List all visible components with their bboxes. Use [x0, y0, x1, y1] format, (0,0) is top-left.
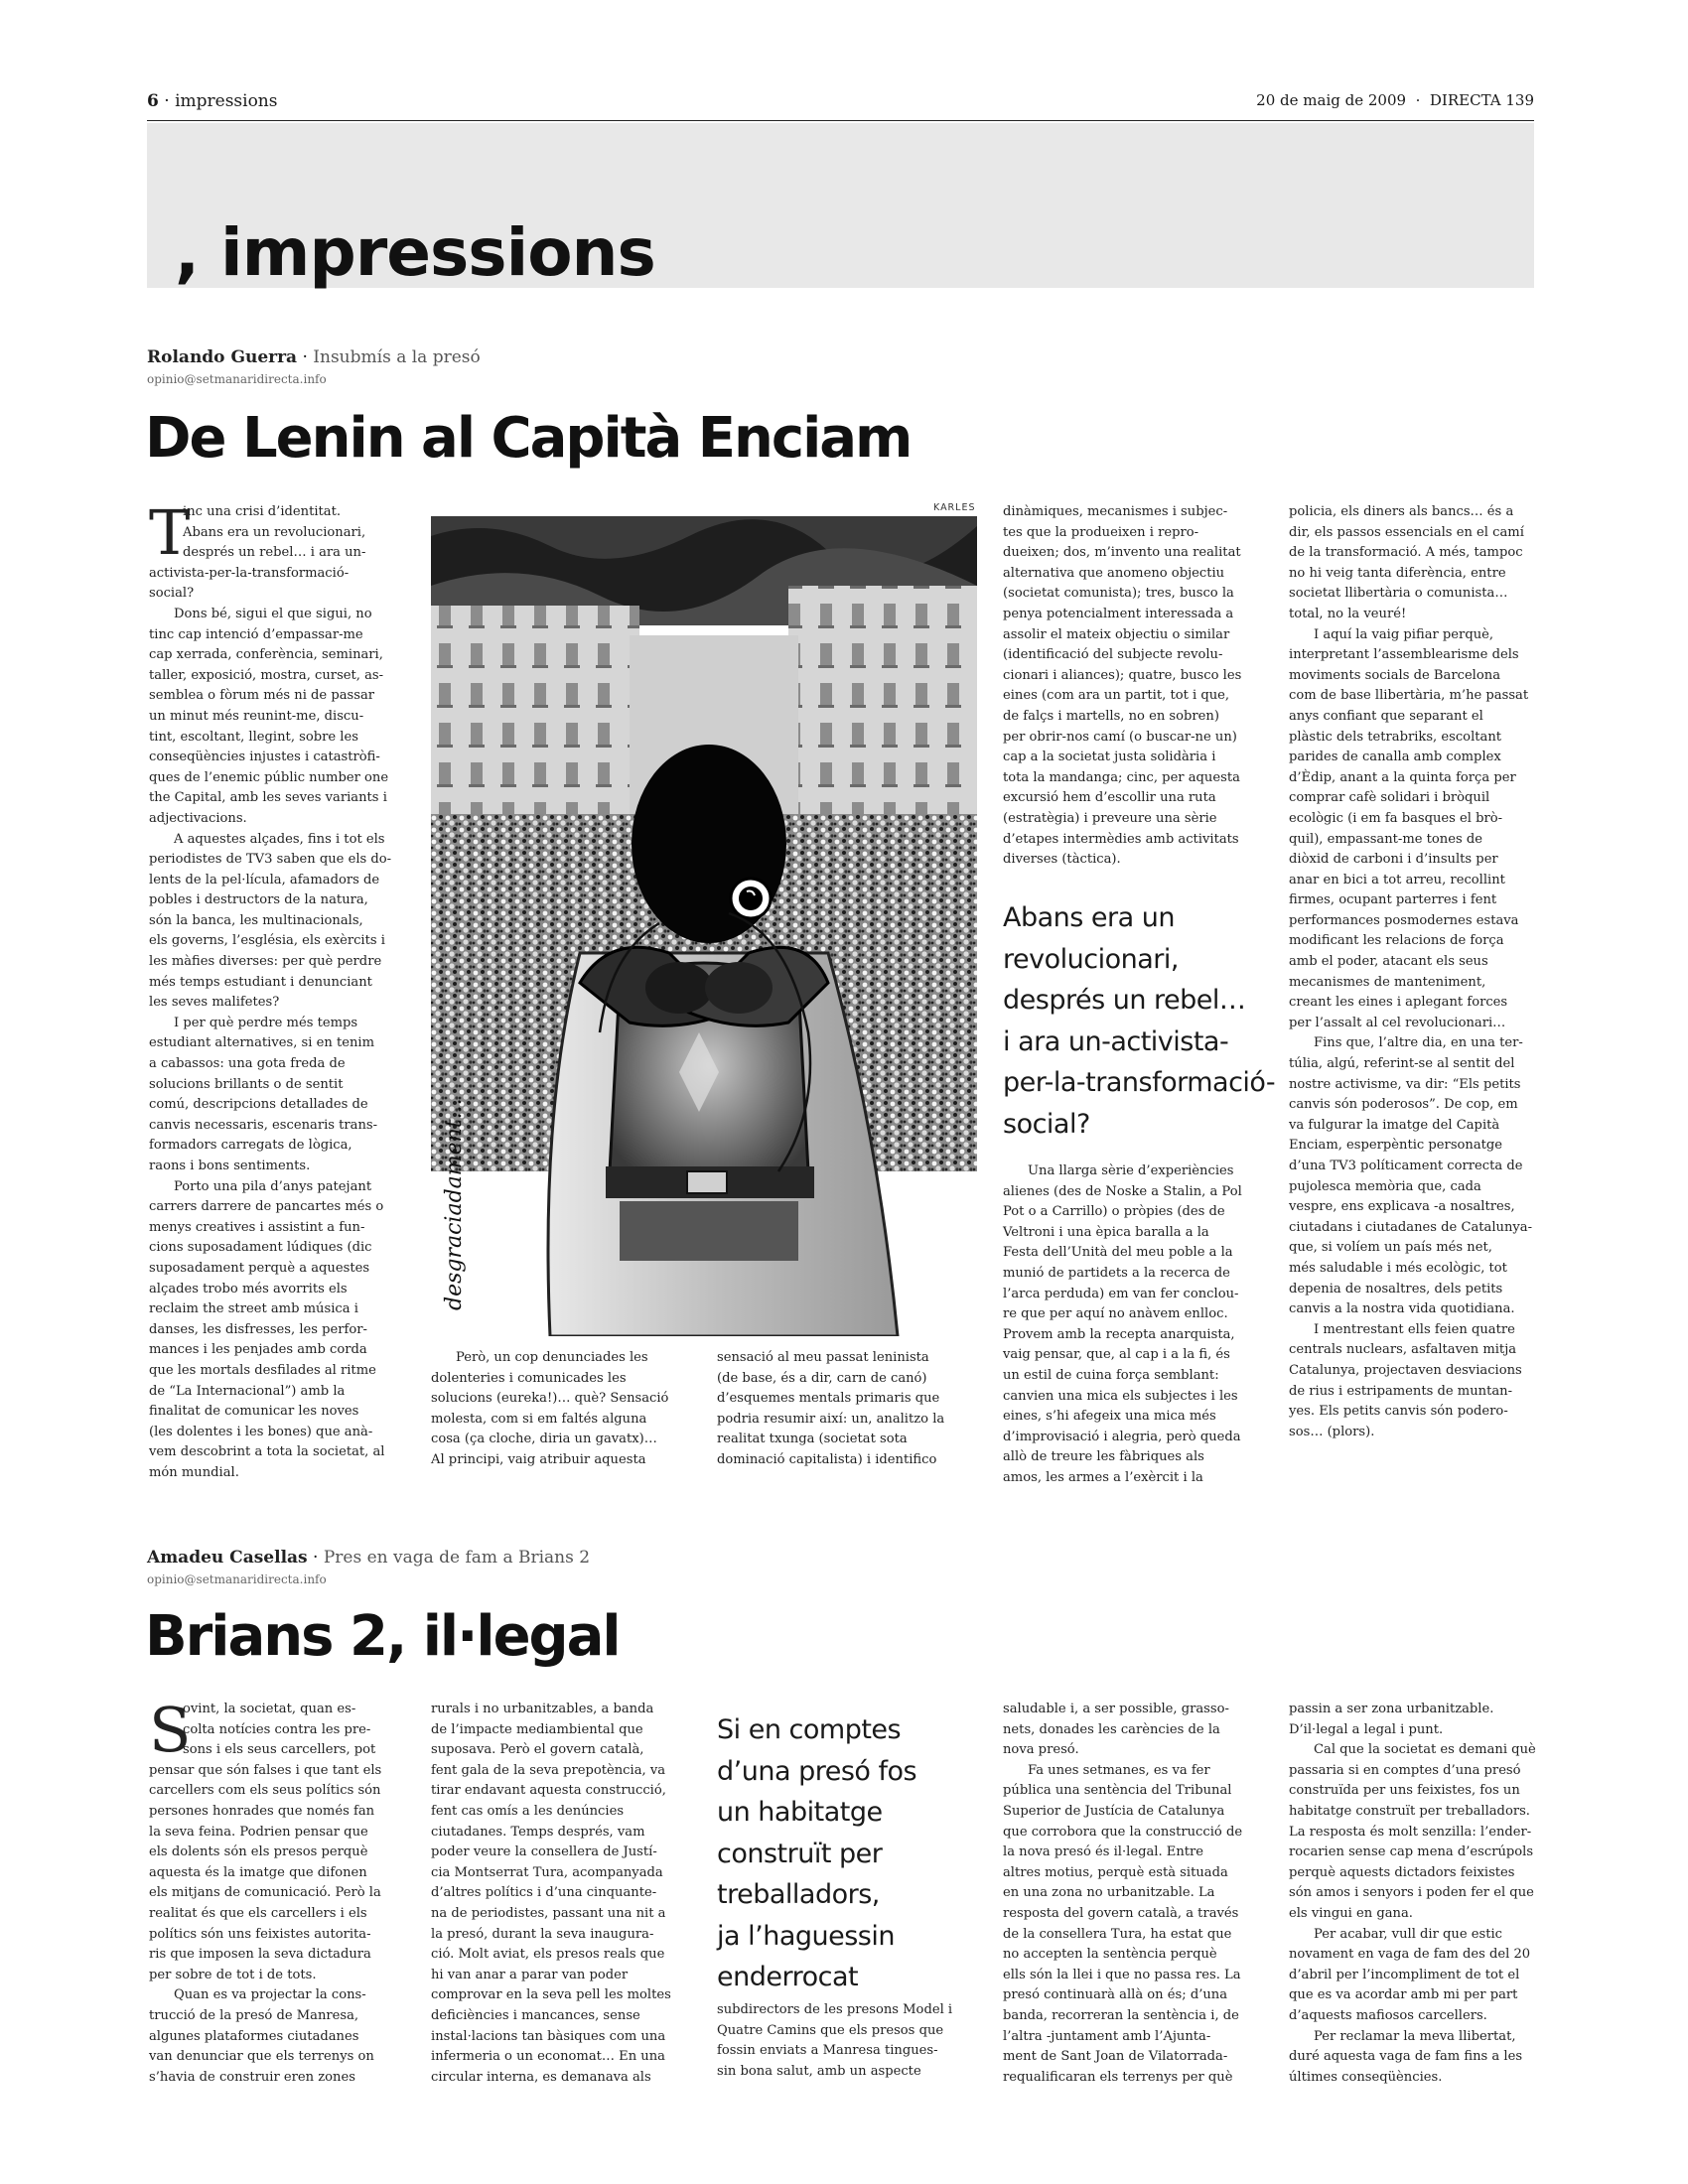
- article1-pull-quote: [1003, 897, 1276, 1145]
- text-line: performances posmodernes estava: [1289, 912, 1519, 928]
- text-line: A aquestes alçades, fins i tot els: [174, 831, 385, 847]
- article1-column-1: [149, 496, 405, 1484]
- text-line: novament en vaga de fam des del 20: [1289, 1947, 1531, 1963]
- article2-byline: [147, 1548, 590, 1568]
- text-line: plàstic dels tetrabriks, escoltant: [1289, 729, 1502, 745]
- text-line: comú, descripcions detallades de: [149, 1097, 368, 1113]
- text-line: eines (com ara un partit, tot i que,: [1003, 688, 1230, 704]
- text-line: Una llarga sèrie d’experiències: [1028, 1163, 1234, 1178]
- article1-author: Rolando Guerra: [147, 347, 298, 367]
- article2-author-role: Pres en vaga de fam a Brians 2: [323, 1548, 591, 1568]
- text-line: adjectivacions.: [149, 810, 247, 826]
- text-line: Quatre Camins que els presos que: [717, 2022, 944, 2038]
- article1-column-2: [431, 1348, 687, 1471]
- text-line: els governs, l’església, els exèrcits i: [149, 933, 385, 949]
- text-line: són amos i senyors i poden fer el que: [1289, 1885, 1534, 1901]
- text-line: presó continuarà allà on és; d’una: [1003, 1987, 1228, 2003]
- text-line: instal·lacions tan bàsiques com una: [431, 2028, 666, 2044]
- text-line: assolir el mateix objectiu o similar: [1003, 626, 1230, 642]
- text-line: conseqüències injustes i catastròfi-: [149, 750, 380, 765]
- text-line: danses, les disfresses, les perfor-: [149, 1321, 367, 1337]
- text-line: vem descobrint a tota la societat, al: [149, 1444, 385, 1460]
- issue-separator: ·: [1415, 91, 1421, 109]
- text-line: total, no la veuré!: [1289, 606, 1407, 621]
- section-title: , impressions: [175, 214, 655, 291]
- text-line: perquè aquests dictadors feixistes: [1289, 1864, 1515, 1880]
- text-line: centrals nuclears, asfaltaven mitja: [1289, 1342, 1517, 1358]
- text-line: carrers darrere de pancartes més o: [149, 1199, 384, 1215]
- text-line: requalificaran els terrenys per què: [1003, 2069, 1233, 2085]
- text-line: alternativa que anomeno objectiu: [1003, 565, 1225, 581]
- text-line: d’esquemes mentals primaris que: [717, 1391, 940, 1407]
- article1-email: opinio@setmanaridirecta.info: [147, 372, 327, 386]
- pull-quote-line: d’una presó fos: [717, 1755, 917, 1787]
- text-line: en una zona no urbanitzable. La: [1003, 1885, 1215, 1901]
- pull-quote-line: enderrocat: [717, 1962, 859, 1992]
- text-line: canvis són poderosos”. De cop, em: [1289, 1097, 1518, 1113]
- text-line: les seves malifetes?: [149, 995, 280, 1011]
- text-line: Dons bé, sigui el que sigui, no: [174, 606, 372, 621]
- text-line: dominació capitalista) i identifico: [717, 1451, 937, 1467]
- text-line: parides de canalla amb complex: [1289, 750, 1501, 765]
- article2-headline: Brians 2, il·legal: [145, 1604, 620, 1669]
- article1-byline-dot: ·: [302, 347, 308, 367]
- text-line: (societat comunista); tres, busco la: [1003, 586, 1234, 602]
- article1-byline: [147, 347, 481, 367]
- pull-quote-line: després un rebel…: [1003, 985, 1246, 1016]
- pull-quote-line: un habitatge: [717, 1797, 883, 1828]
- text-line: un estil de cuina força semblant:: [1003, 1367, 1219, 1383]
- text-line: mecanismes de manteniment,: [1289, 974, 1486, 990]
- text-line: saludable i, a ser possible, grasso-: [1003, 1702, 1229, 1716]
- text-line: d’improvisació i alegria, però queda: [1003, 1429, 1241, 1444]
- text-line: per l’assalt al cel revolucionari…: [1289, 1015, 1506, 1030]
- text-line: nostre activisme, va dir: “Els petits: [1289, 1076, 1521, 1092]
- text-line: aquesta és la imatge que difonen: [149, 1864, 367, 1880]
- text-line: d’abril per l’incompliment de tot el: [1289, 1967, 1520, 1982]
- pull-quote-line: Abans era un: [1003, 902, 1175, 933]
- text-line: de “La Internacional”) amb la: [149, 1383, 346, 1399]
- article2-pull-quote: [717, 1709, 975, 1998]
- text-line: allò de treure les fàbriques als: [1003, 1449, 1204, 1465]
- text-line: persones honrades que només fan: [149, 1803, 375, 1819]
- text-line: moviments socials de Barcelona: [1289, 667, 1500, 683]
- text-line: de falçs i martells, no en sobren): [1003, 708, 1219, 724]
- crying-superhero-illustration: [431, 516, 977, 1336]
- text-line: subdirectors de les presons Model i: [717, 2002, 953, 2017]
- text-line: cosa (ça cloche, diria un gavatx)…: [431, 1432, 657, 1447]
- article1-headline: De Lenin al Capità Enciam: [145, 406, 912, 471]
- article2-author: Amadeu Casellas: [147, 1548, 308, 1568]
- text-line: re que per aquí no anàvem enlloc.: [1003, 1306, 1228, 1322]
- text-line: altres motius, perquè està situada: [1003, 1864, 1228, 1880]
- text-line: nova presó.: [1003, 1742, 1079, 1758]
- text-line: per obrir-nos camí (o buscar-ne un): [1003, 729, 1237, 745]
- text-line: hi van anar a parar van poder: [431, 1967, 629, 1982]
- text-line: últimes conseqüències.: [1289, 2069, 1443, 2085]
- text-line: dolenteries i comunicades les: [431, 1370, 627, 1386]
- text-line: nets, donades les carències de la: [1003, 1721, 1220, 1737]
- text-line: solucions brillants o de sentit: [149, 1076, 344, 1092]
- text-line: duré aquesta vaga de fam fins a les: [1289, 2049, 1523, 2065]
- text-line: policia, els diners als bancs… és a: [1289, 504, 1514, 519]
- text-line: d’aquests mafiosos carcellers.: [1289, 2007, 1487, 2023]
- pull-quote-line: Si en comptes: [717, 1714, 902, 1745]
- text-line: mances i les penjades amb corda: [149, 1342, 367, 1358]
- text-line: diverses (tàctica).: [1003, 852, 1121, 868]
- text-line: (de base, és a dir, carn de canó): [717, 1370, 927, 1386]
- text-line: un minut més reunint-me, discu-: [149, 708, 364, 724]
- text-line: Fins que, l’altre dia, en una ter-: [1314, 1035, 1523, 1051]
- drop-cap: T: [149, 496, 191, 569]
- text-line: poder veure la consellera de Justí-: [431, 1844, 657, 1860]
- text-line: ciutadans i ciutadanes de Catalunya-: [1289, 1219, 1533, 1235]
- article2-column-3: [717, 2000, 973, 2082]
- page-folio: [147, 91, 277, 111]
- publication-name: DIRECTA 139: [1429, 91, 1534, 109]
- text-line: canvis necessaris, escenaris trans-: [149, 1117, 378, 1133]
- section-name: impressions: [175, 91, 278, 111]
- text-line: activista-per-la-transformació-: [149, 565, 350, 581]
- text-line: Provem amb la recepta anarquista,: [1003, 1326, 1235, 1342]
- issue-date: 20 de maig de 2009: [1256, 91, 1407, 109]
- text-line: suposava. Però el govern català,: [431, 1742, 644, 1758]
- text-line: Cal que la societat es demani què: [1314, 1742, 1536, 1758]
- text-line: colta notícies contra les pre-: [183, 1721, 371, 1737]
- text-line: pública una sentència del Tribunal: [1003, 1783, 1232, 1799]
- page-number: 6: [147, 91, 159, 111]
- text-line: circular interna, es demanava als: [431, 2069, 651, 2085]
- text-line: la presó, durant la seva inaugura-: [431, 1926, 654, 1942]
- text-line: sin bona salut, amb un aspecte: [717, 2063, 921, 2079]
- text-line: quil), empassant-me tones de: [1289, 831, 1483, 847]
- text-line: alienes (des de Noske a Stalin, a Pol: [1003, 1183, 1242, 1199]
- article2-column-1: [149, 1694, 405, 2088]
- text-line: the Capital, amb les seves variants i: [149, 790, 387, 806]
- text-line: de la consellera Tura, ha estat que: [1003, 1926, 1232, 1942]
- article1-column-4-top: [1003, 502, 1259, 871]
- text-line: (identificació del subjecte revolu-: [1003, 647, 1223, 663]
- text-line: pensar que són falses i que tant els: [149, 1762, 382, 1778]
- text-line: canvien una mica els subjectes i les: [1003, 1388, 1238, 1404]
- text-line: tint, escoltant, llegint, sobre les: [149, 729, 358, 745]
- text-line: l’arca perduda) em van fer conclou-: [1003, 1286, 1239, 1301]
- text-line: formadors carregats de lògica,: [149, 1138, 352, 1154]
- text-line: cionari i aliances); quatre, busco les: [1003, 667, 1242, 683]
- text-line: cions suposadament lúdiques (dic: [149, 1240, 372, 1256]
- text-line: més temps estudiant i denunciant: [149, 974, 372, 990]
- text-line: semblea o fòrum més ni de passar: [149, 688, 375, 704]
- text-line: estudiant alternatives, si en tenim: [149, 1035, 374, 1051]
- artist-signature: desgraciadament...: [442, 1098, 467, 1310]
- text-line: ells són la llei i que no passa res. La: [1003, 1967, 1241, 1982]
- drop-cap: S: [149, 1694, 192, 1766]
- text-line: anys confiant que separant el: [1289, 708, 1483, 724]
- pull-quote-line: ja l’haguessin: [717, 1920, 895, 1952]
- text-line: suposadament perquè a aquestes: [149, 1260, 370, 1276]
- text-line: banda, recorreran la sentència i, de: [1003, 2007, 1239, 2023]
- text-line: passaria si en comptes d’una presó: [1289, 1762, 1521, 1778]
- text-line: D’il·legal a legal i punt.: [1289, 1721, 1444, 1737]
- text-line: per sobre de tot i de tots.: [149, 1967, 317, 1982]
- article1-column-5: [1289, 502, 1545, 1442]
- text-line: ció. Molt aviat, els presos reals que: [431, 1947, 665, 1963]
- text-line: de rius i estripaments de muntan-: [1289, 1383, 1513, 1399]
- text-line: infermeria o un economat… En una: [431, 2049, 665, 2065]
- text-line: d’Èdip, anant a la quinta força per: [1289, 769, 1516, 785]
- text-line: s’havia de construir eren zones: [149, 2069, 355, 2085]
- text-line: inc una crisi d’identitat.: [183, 504, 342, 519]
- text-line: Per reclamar la meva llibertat,: [1314, 2028, 1516, 2044]
- article2-byline-dot: ·: [313, 1548, 319, 1568]
- text-line: que les mortals desfilades al ritme: [149, 1362, 376, 1378]
- text-line: després un rebel… i ara un-: [183, 545, 366, 561]
- text-line: polítics són uns feixistes autorita-: [149, 1926, 371, 1942]
- pull-quote-line: per-la-transformació-: [1003, 1067, 1276, 1098]
- text-line: alçades trobo més avorrits els: [149, 1281, 348, 1297]
- text-line: la seva feina. Podrien pensar que: [149, 1824, 368, 1840]
- text-line: I mentrestant ells feien quatre: [1314, 1321, 1515, 1337]
- text-line: ment de Sant Joan de Vilatorrada-: [1003, 2049, 1228, 2065]
- text-line: d’etapes intermèdies amb activitats: [1003, 831, 1239, 847]
- text-line: són la banca, les multinacionals,: [149, 912, 363, 928]
- text-line: no accepten la sentència perquè: [1003, 1947, 1217, 1963]
- text-line: solucions (eureka!)… què? Sensació: [431, 1391, 669, 1407]
- text-line: ovint, la societat, quan es-: [183, 1702, 356, 1716]
- text-line: rurals i no urbanitzables, a banda: [431, 1702, 654, 1716]
- text-line: que corrobora que la construcció de: [1003, 1824, 1243, 1840]
- text-line: cap a la societat justa solidària i: [1003, 750, 1216, 765]
- text-line: Porto una pila d’anys patejant: [174, 1178, 372, 1194]
- text-line: Per acabar, vull dir que estic: [1314, 1926, 1503, 1942]
- text-line: Enciam, esperpèntic personatge: [1289, 1138, 1503, 1154]
- text-line: la nova presó és il·legal. Entre: [1003, 1844, 1204, 1860]
- text-line: d’altres polítics i d’una cinquante-: [431, 1885, 657, 1901]
- text-line: va fulgurar la imatge del Capità: [1289, 1117, 1500, 1133]
- text-line: que es va acordar amb mi per part: [1289, 1987, 1518, 2003]
- text-line: firmes, ocupant parterres i fent: [1289, 892, 1497, 908]
- text-line: algunes plataformes ciutadanes: [149, 2028, 359, 2044]
- text-line: cia Montserrat Tura, acompanyada: [431, 1864, 663, 1880]
- text-line: ecològic (i em fa basques el brò-: [1289, 810, 1503, 826]
- text-line: taller, exposició, mostra, curset, as-: [149, 667, 384, 683]
- text-line: diòxid de carboni i d’insults per: [1289, 852, 1498, 868]
- text-line: podria resumir així: un, analitzo la: [717, 1411, 945, 1427]
- text-line: sensació al meu passat leninista: [717, 1350, 929, 1365]
- text-line: social?: [149, 586, 195, 602]
- text-line: tirar endavant aquesta construcció,: [431, 1783, 666, 1799]
- text-line: trucció de la presó de Manresa,: [149, 2007, 359, 2023]
- text-line: excursió hem d’escollir una ruta: [1003, 790, 1216, 806]
- pull-quote-line: construït per: [717, 1838, 883, 1869]
- text-line: no hi veig tanta diferència, entre: [1289, 565, 1506, 581]
- text-line: munió de partidets a la recerca de: [1003, 1265, 1230, 1281]
- pull-quote-line: social?: [1003, 1108, 1090, 1140]
- image-credit: KARLES: [933, 502, 976, 513]
- text-line: yes. Els petits canvis són podero-: [1289, 1404, 1508, 1420]
- text-line: ques de l’enemic públic number one: [149, 769, 389, 785]
- text-line: l’altra -juntament amb l’Ajunta-: [1003, 2028, 1211, 2044]
- text-line: van denunciar que els terrenys on: [149, 2049, 374, 2065]
- text-line: carcellers com els seus polítics són: [149, 1783, 381, 1799]
- text-line: de la transformació. A més, tampoc: [1289, 545, 1523, 561]
- article-illustration: [431, 516, 977, 1336]
- text-line: La resposta és molt senzilla: l’ender-: [1289, 1824, 1532, 1840]
- text-line: rocarien sense cap mena d’escrúpols: [1289, 1844, 1534, 1860]
- text-line: Abans era un revolucionari,: [183, 524, 366, 540]
- text-line: els dolents són els presos perquè: [149, 1844, 368, 1860]
- text-line: de l’impacte mediambiental que: [431, 1721, 643, 1737]
- text-line: (les dolentes i les bones) que anà-: [149, 1424, 373, 1439]
- text-line: deficiències i mancances, sense: [431, 2007, 640, 2023]
- text-line: més saludable i més ecològic, tot: [1289, 1260, 1507, 1276]
- text-line: amos, les armes a l’exèrcit i la: [1003, 1469, 1203, 1485]
- text-line: molesta, com si em faltés alguna: [431, 1411, 647, 1427]
- article1-column-3: [717, 1348, 973, 1471]
- text-line: d’una TV3 políticament correcta de: [1289, 1159, 1523, 1173]
- running-head: [147, 91, 1534, 121]
- text-line: vespre, ens explicava -a nosaltres,: [1289, 1199, 1515, 1215]
- text-line: I aquí la vaig pifiar perquè,: [1314, 626, 1494, 642]
- article2-column-4: [1003, 1700, 1259, 2088]
- text-line: cap xerrada, conferència, seminari,: [149, 647, 383, 663]
- text-line: que, si volíem un país més net,: [1289, 1240, 1492, 1256]
- text-line: anar en bici a tot arreu, recollint: [1289, 872, 1505, 887]
- text-line: depenia de nosaltres, dels petits: [1289, 1281, 1503, 1297]
- pull-quote-line: treballadors,: [717, 1879, 880, 1910]
- section-header-band: [147, 123, 1534, 291]
- text-line: reclaim the street amb música i: [149, 1301, 358, 1317]
- text-line: tinc cap intenció d’empassar-me: [149, 626, 363, 642]
- text-line: dueixen; dos, m’invento una realitat: [1003, 545, 1241, 561]
- text-line: sons i els seus carcellers, pot: [183, 1742, 376, 1758]
- text-line: Catalunya, projectaven desviacions: [1289, 1362, 1522, 1378]
- text-line: societat llibertària o comunista…: [1289, 586, 1508, 602]
- text-line: (estratègia) i preveure una sèrie: [1003, 810, 1217, 826]
- text-line: fent gala de la seva prepotència, va: [431, 1762, 666, 1778]
- text-line: Festa dell’Unità del meu poble a la: [1003, 1245, 1233, 1261]
- text-line: modificant les relacions de força: [1289, 933, 1504, 949]
- article2-column-2: [431, 1700, 687, 2088]
- text-line: les màfies diverses: per què perdre: [149, 954, 382, 970]
- text-line: pobles i destructors de la natura,: [149, 892, 368, 908]
- article2-email: opinio@setmanaridirecta.info: [147, 1572, 327, 1586]
- text-line: I per què perdre més temps: [174, 1015, 358, 1030]
- text-line: túlia, algú, referint-se al sentit del: [1289, 1056, 1515, 1072]
- text-line: Superior de Justícia de Catalunya: [1003, 1803, 1225, 1819]
- text-line: com de base llibertària, m’he passat: [1289, 688, 1529, 704]
- article1-column-4-bottom: [1003, 1161, 1259, 1489]
- text-line: tes que la produeixen i repro-: [1003, 524, 1199, 540]
- pull-quote-line: revolucionari,: [1003, 943, 1179, 975]
- text-line: tota la mandanga; cinc, per aquesta: [1003, 769, 1240, 785]
- text-line: realitat txunga (societat sota: [717, 1432, 908, 1447]
- text-line: na de periodistes, passant una nit a: [431, 1905, 666, 1921]
- text-line: fent cas omís a les denúncies: [431, 1803, 625, 1819]
- text-line: penya potencialment interessada a: [1003, 606, 1234, 621]
- text-line: realitat és que els carcellers i els: [149, 1905, 367, 1921]
- text-line: interpretant l’assemblearisme dels: [1289, 647, 1519, 663]
- text-line: dir, els passos essencials en el camí: [1289, 524, 1524, 540]
- issue-info: [1256, 91, 1534, 109]
- text-line: passin a ser zona urbanitzable.: [1289, 1702, 1494, 1716]
- text-line: Quan es va projectar la cons-: [174, 1987, 366, 2003]
- text-line: Pot o a Carrillo) o pròpies (des de: [1003, 1204, 1225, 1220]
- text-line: eines, s’hi afegeix una mica més: [1003, 1409, 1216, 1425]
- text-line: Al principi, vaig atribuir aquesta: [431, 1451, 646, 1467]
- text-line: comprar cafè solidari i bròquil: [1289, 790, 1490, 806]
- text-line: lents de la pel·lícula, afamadors de: [149, 872, 380, 887]
- text-line: resposta del govern català, a través: [1003, 1905, 1239, 1921]
- text-line: Veltroni i una èpica baralla a la: [1003, 1224, 1209, 1240]
- text-line: dinàmiques, mecanismes i subjec-: [1003, 504, 1228, 519]
- folio-separator: ·: [164, 91, 170, 111]
- text-line: raons i bons sentiments.: [149, 1159, 311, 1173]
- text-line: sos… (plors).: [1289, 1424, 1375, 1439]
- text-line: món mundial.: [149, 1464, 239, 1480]
- text-line: ciutadanes. Temps després, vam: [431, 1824, 645, 1840]
- text-line: canvis a la nostra vida quotidiana.: [1289, 1301, 1515, 1317]
- text-line: fossin enviats a Manresa tingues-: [717, 2043, 938, 2059]
- text-line: comprovar en la seva pell les moltes: [431, 1987, 671, 2003]
- article2-column-5: [1289, 1700, 1545, 2088]
- text-line: finalitat de comunicar les noves: [149, 1404, 359, 1420]
- text-line: habitatge construït per treballadors.: [1289, 1803, 1530, 1819]
- text-line: creant les eines i aplegant forces: [1289, 995, 1508, 1011]
- text-line: Fa unes setmanes, es va fer: [1028, 1762, 1210, 1778]
- text-line: els vingui en gana.: [1289, 1905, 1413, 1921]
- text-line: ris que imposen la seva dictadura: [149, 1947, 371, 1963]
- text-line: pujolesca memòria que, cada: [1289, 1178, 1481, 1194]
- text-line: amb el poder, atacant els seus: [1289, 954, 1488, 970]
- article1-author-role: Insubmís a la presó: [313, 347, 481, 367]
- text-line: els mitjans de comunicació. Però la: [149, 1885, 381, 1901]
- text-line: construïda per uns feixistes, fos un: [1289, 1783, 1520, 1799]
- pull-quote-line: i ara un-activista-: [1003, 1025, 1229, 1057]
- text-line: menys creatives i assistint a fun-: [149, 1219, 365, 1235]
- text-line: vaig pensar, que, al cap i a la fi, és: [1003, 1347, 1230, 1363]
- text-line: Però, un cop denunciades les: [456, 1350, 648, 1365]
- text-line: periodistes de TV3 saben que els do-: [149, 852, 392, 868]
- text-line: a cabassos: una gota freda de: [149, 1056, 346, 1072]
